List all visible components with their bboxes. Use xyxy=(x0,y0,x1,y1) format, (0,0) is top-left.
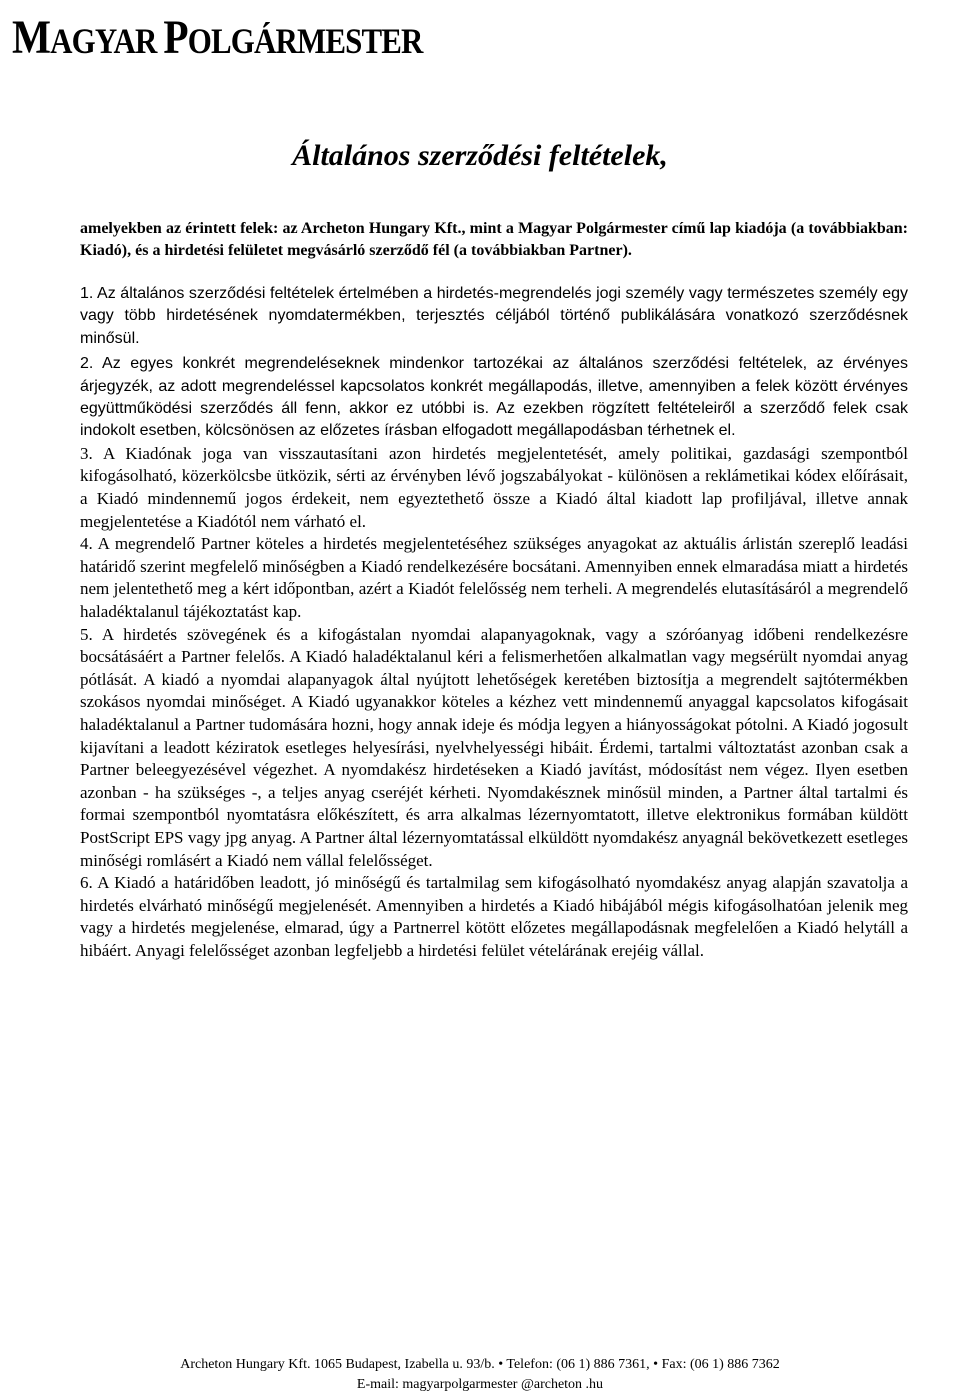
footer-contact-line: Archeton Hungary Kft. 1065 Budapest, Izabella u. 93/b. • Telefon: (06 1) 886 7361, • Fax: (06 1) 886 7362 xyxy=(180,1357,780,1372)
masthead-logo xyxy=(12,8,423,71)
document-body xyxy=(80,283,908,963)
masthead-rest-2: OLGÁRMESTER xyxy=(187,21,423,61)
section-6: 6. A Kiadó a határidőben leadott, jó minőségű és tartalmilag sem kifogásolható nyomdakész anyag alapján szavatolja a hirdetés elvárható minőségű megjelenését. Amennyiben a hirdetés a Kiadó hibájából mégis kifogásolhatóan jelenik meg vagy a hirdetés megjelenése, elmarad, úgy a Partnerrel kötött előzetes megállapodásnak megfelelően a Kiadó helytáll a hibáért. Anyagi felelősséget azonban legfeljebb a hirdetési felület vételárának erejéig vállal. xyxy=(80,873,908,960)
section-4: 4. A megrendelő Partner köteles a hirdetés megjelentetéséhez szükséges anyagokat az aktuális árlistán szereplő leadási határidő szerint megfelelő minőségben a Kiadó rendelkezésére bocsátani. Amennyiben ennek elmaradása miatt a hirdetés nem jelentethető meg a kért időpontban, azért a Kiadót felelősség nem terheli. A megrendelés elutasításáról a megrendelő haladéktalanul tájékoztatást kap. xyxy=(80,534,908,621)
page-footer xyxy=(0,1355,960,1395)
masthead-initial-2: P xyxy=(163,11,188,64)
section-1: 1. Az általános szerződési feltételek értelmében a hirdetés-megrendelés jogi személy vagy természetes személy egy vagy több hirdetésének nyomdatermékben, terjesztés céljából történő publikálására vonatkozó szerződésnek minősül. xyxy=(80,285,908,347)
section-3: 3. A Kiadónak joga van visszautasítani azon hirdetés megjelentetését, amely politikai, gazdasági szempontból kifogásolható, közerkölcsbe ütközik, sérti az érvényben lévő jogszabályokat - különösen a reklámetikai kódex előírásait, a Kiadó mindennemű jogos érdekeit, nem egyeztethető össze a Kiadó által kiadott lap profiljával, illetve annak megjelentetése a Kiadótól nem várható el. xyxy=(80,443,908,531)
masthead-initial-1: M xyxy=(12,11,51,64)
masthead-rest-1: AGYAR xyxy=(50,21,164,61)
section-2: 2. Az egyes konkrét megrendeléseknek mindenkor tartozékai az általános szerződési feltételek, az érvényes árjegyzék, az adott megrendeléssel kapcsolatos konkrét megállapodás, illetve, amennyiben a felek között érvényes együttműködési szerződés áll fenn, akkor ez utóbbi is. Az ezekben rögzített feltételeiről a szerződő felek csak indokolt esetben, kölcsönösen az előzetes írásban elfogadott megállapodásban térhetnek el. xyxy=(80,355,908,440)
footer-email-line: E-mail: magyarpolgarmester @archeton .hu xyxy=(356,1377,604,1392)
document-title: Általános szerződési feltételek, xyxy=(292,139,668,172)
document-intro: amelyekben az érintett felek: az Archeton Hungary Kft., mint a Magyar Polgármester című lap kiadója (a továbbiakban: Kiadó), és a hirdetési felületet megvásárló szerződő fél (a továbbiakban Partner). xyxy=(80,220,908,259)
section-5: 5. A hirdetés szövegének és a kifogástalan nyomdai alapanyagoknak, vagy a szóróanyag időbeni rendelkezésre bocsátásáért a Partner felelős. A Kiadó haladéktalanul kéri a felismerhetően alkalmatlan vagy megsérült nyomdai anyag pótlását. A kiadó a nyomdai alapanyagok által nyújtott lehetőségek keretében biztosítja a megrendelt sajtótermékben szokásos nyomdai minőséget. A Kiadó ugyanakkor köteles a kézhez vett mindennemű anyaggal kapcsolatos kifogásait haladéktalanul a Partner tudomására hozni, hogy annak ideje és módja legyen a hiányosságokat pótolni. A Kiadó jogosult kijavítani a leadott kéziratok esetleges helyesírási, nyelvhelyességi hibáit. Érdemi, tartalmi változtatást azonban csak a Partner beleegyezésével végezhet. A nyomdakész hirdetéseken a Kiadó javítást, módosítást nem végez. Ilyen esetben azonban - ha szükséges -, a teljes anyag cseréjét kérheti. Nyomdakésznek minősül minden, a Partner által tartalmi és formai szempontból nyomtatásra előkészített, és arra alkalmas lézernyomtatott, illetve elektronikus formában küldött PostScript EPS vagy jpg anyag. A Partner által lézernyomtatással elküldött nyomdakész anyagnál bekövetkezett esetleges minőségi romlásért a Kiadó nem vállal felelősséget. xyxy=(80,624,908,870)
